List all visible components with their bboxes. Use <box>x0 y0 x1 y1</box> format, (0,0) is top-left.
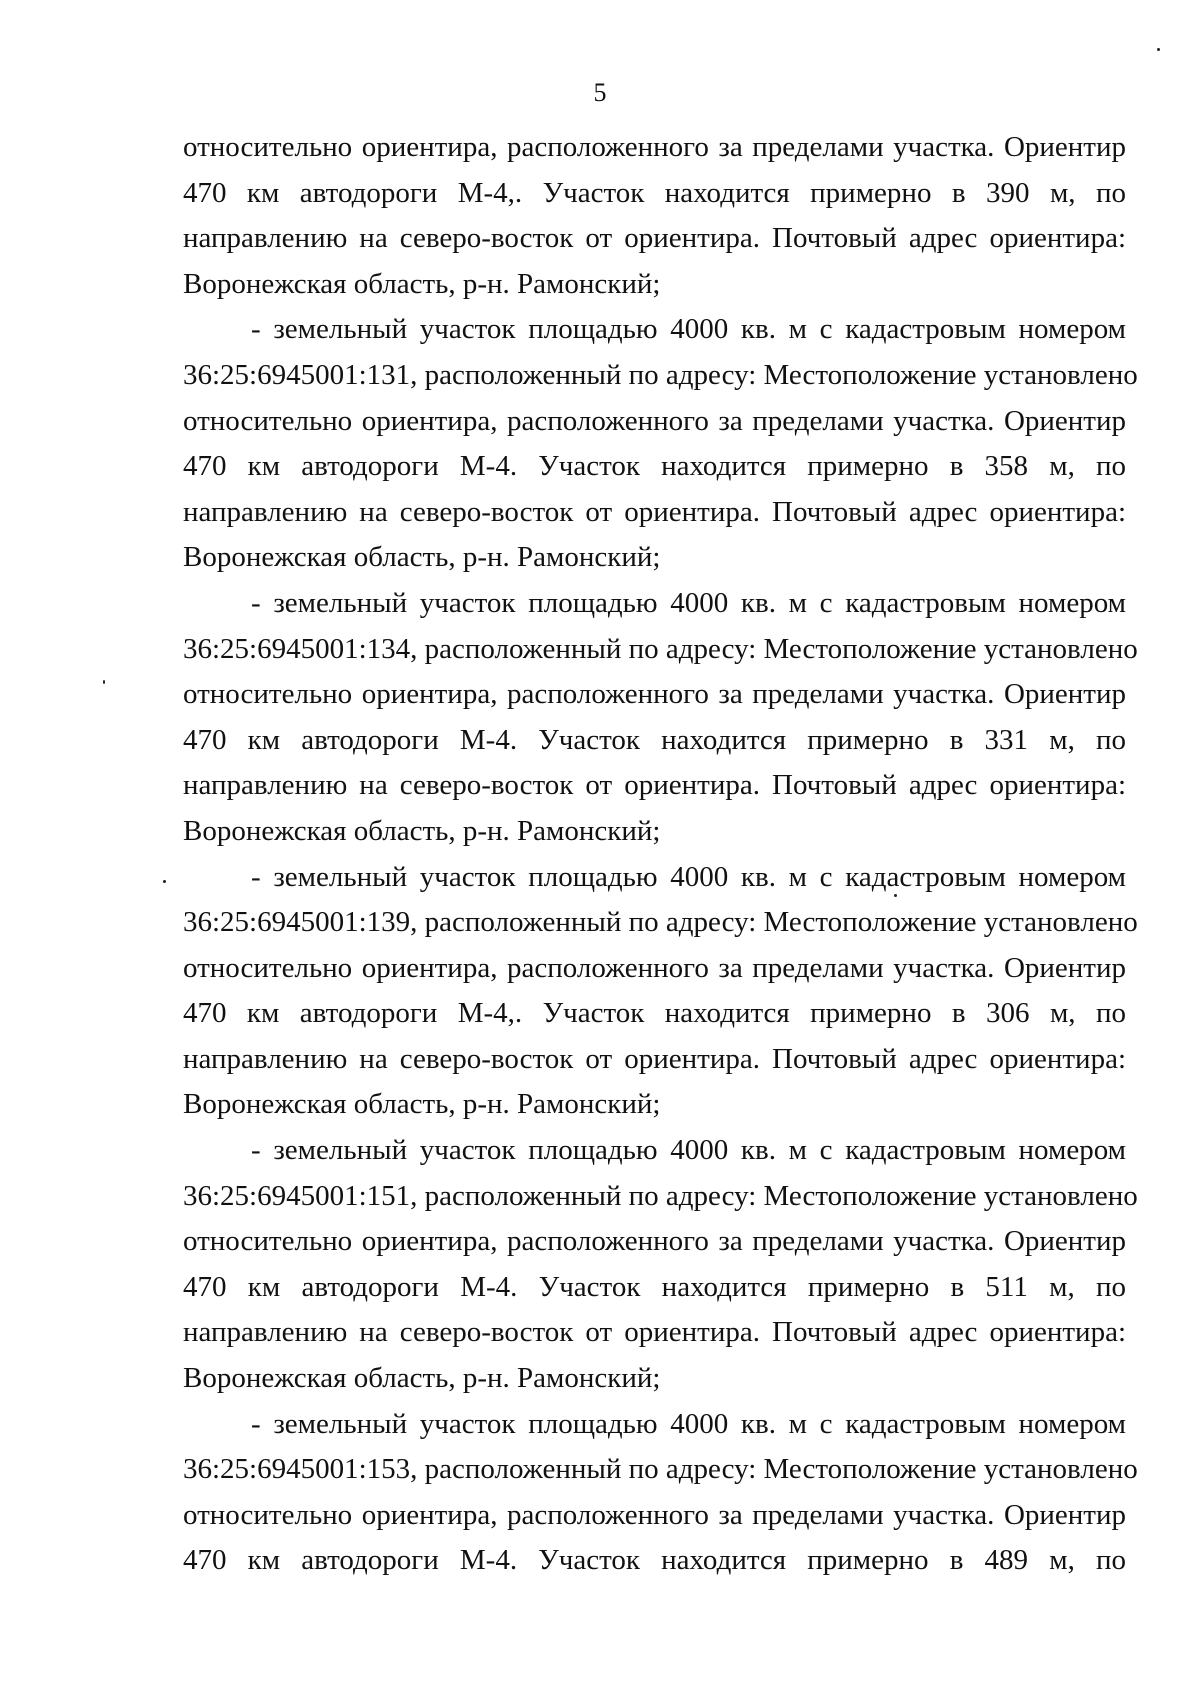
scan-speck <box>163 880 166 883</box>
text-line: Воронежская область, р-н. Рамонский; <box>183 1362 661 1395</box>
text-line: 470 км автодороги М-4,. Участок находится примерно в 306 м, по <box>183 997 1126 1030</box>
scan-speck <box>103 680 105 684</box>
text-line: 36:25:6945001:151, расположенный по адресу: Местоположение установлено <box>183 1179 1138 1212</box>
scan-speck <box>1157 48 1160 51</box>
text-line: Воронежская область, р-н. Рамонский; <box>183 267 661 300</box>
text-line: относительно ориентира, расположенного за пределами участка. Ориентир <box>183 951 1126 984</box>
text-line: - земельный участок площадью 4000 кв. м с кадастровым номером <box>251 313 1126 346</box>
text-line: направлению на северо-восток от ориентира. Почтовый адрес ориентира: <box>183 1042 1126 1075</box>
text-line: - земельный участок площадью 4000 кв. м с кадастровым номером <box>251 860 1126 893</box>
text-line: 470 км автодороги М-4,. Участок находится примерно в 390 м, по <box>183 176 1126 209</box>
text-line: направлению на северо-восток от ориентира. Почтовый адрес ориентира: <box>183 222 1126 255</box>
page-number: 5 <box>593 78 607 107</box>
document-body <box>183 125 1138 1584</box>
text-line: Воронежская область, р-н. Рамонский; <box>183 814 661 847</box>
text-line: направлению на северо-восток от ориентира. Почтовый адрес ориентира: <box>183 769 1126 802</box>
text-line: направлению на северо-восток от ориентира. Почтовый адрес ориентира: <box>183 1316 1126 1349</box>
text-line: относительно ориентира, расположенного за пределами участка. Ориентир <box>183 1225 1126 1258</box>
text-line: 36:25:6945001:131, расположенный по адресу: Местоположение установлено <box>183 358 1138 391</box>
text-line: - земельный участок площадью 4000 кв. м с кадастровым номером <box>251 1134 1126 1167</box>
text-line: 36:25:6945001:139, расположенный по адресу: Местоположение установлено <box>183 906 1138 939</box>
text-line: относительно ориентира, расположенного за пределами участка. Ориентир <box>183 678 1126 711</box>
text-line: относительно ориентира, расположенного за пределами участка. Ориентир <box>183 131 1126 163</box>
text-line: 470 км автодороги М-4. Участок находится примерно в 489 м, по <box>183 1544 1126 1577</box>
scan-speck <box>894 894 897 897</box>
text-line: Воронежская область, р-н. Рамонский; <box>183 541 661 574</box>
text-line: 470 км автодороги М-4. Участок находится примерно в 358 м, по <box>183 450 1126 483</box>
text-line: - земельный участок площадью 4000 кв. м с кадастровым номером <box>251 586 1126 619</box>
text-line: относительно ориентира, расположенного за пределами участка. Ориентир <box>183 1498 1126 1531</box>
text-line: Воронежская область, р-н. Рамонский; <box>183 1088 661 1121</box>
text-line: направлению на северо-восток от ориентира. Почтовый адрес ориентира: <box>183 495 1126 528</box>
text-line: 470 км автодороги М-4. Участок находится примерно в 331 м, по <box>183 723 1126 756</box>
text-line: 36:25:6945001:134, расположенный по адресу: Местоположение установлено <box>183 632 1138 665</box>
text-line: - земельный участок площадью 4000 кв. м с кадастровым номером <box>251 1407 1126 1440</box>
text-line: 36:25:6945001:153, расположенный по адресу: Местоположение установлено <box>183 1453 1138 1486</box>
text-line: относительно ориентира, расположенного за пределами участка. Ориентир <box>183 404 1126 437</box>
text-line: 470 км автодороги М-4. Участок находится примерно в 511 м, по <box>183 1270 1126 1303</box>
